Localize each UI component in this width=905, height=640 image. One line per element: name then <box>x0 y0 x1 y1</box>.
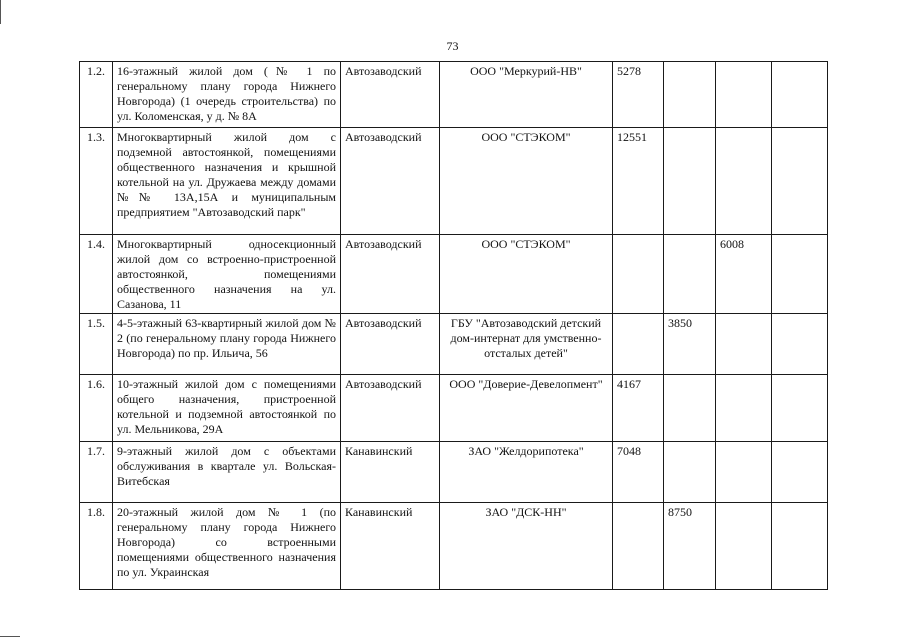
value-cell-2 <box>664 62 716 128</box>
value-cell-2 <box>664 442 716 503</box>
district: Автозаводский <box>341 375 440 442</box>
row-number: 1.2. <box>80 62 113 128</box>
table-row <box>80 62 828 128</box>
value-cell-3 <box>716 503 772 590</box>
row-number: 1.5. <box>80 314 113 375</box>
value-cell-2: 3850 <box>664 314 716 375</box>
value-cell-1: 5278 <box>613 62 664 128</box>
district: Автозаводский <box>341 128 440 235</box>
value-cell-3 <box>716 62 772 128</box>
value-cell-2 <box>664 128 716 235</box>
developer: ООО "Меркурий-НВ" <box>440 62 613 128</box>
district: Канавинский <box>341 503 440 590</box>
object-description: 16-этажный жилой дом (№ 1 по генеральному плану города Нижнего Новгорода) (1 очередь строительства) по ул. Коломенская, у д. № 8А <box>113 62 341 128</box>
value-cell-3 <box>716 314 772 375</box>
page-number: 73 <box>446 39 459 53</box>
developer: ООО "Доверие-Девелопмент" <box>440 375 613 442</box>
object-description: Многоквартирный односекционный жилой дом со встроенно-пристроенной автостоянкой, помещениями общественного назначения на ул. Сазанова, 11 <box>113 235 341 314</box>
district: Автозаводский <box>341 62 440 128</box>
table-row <box>80 503 828 590</box>
row-number: 1.6. <box>80 375 113 442</box>
table-row <box>80 128 828 235</box>
value-cell-4 <box>772 235 828 314</box>
value-cell-1: 4167 <box>613 375 664 442</box>
value-cell-3 <box>716 375 772 442</box>
value-cell-4 <box>772 128 828 235</box>
value-cell-3: 6008 <box>716 235 772 314</box>
left-edge-mark <box>0 0 1 24</box>
value-cell-2 <box>664 375 716 442</box>
value-cell-1 <box>613 235 664 314</box>
construction-objects-table <box>79 61 828 590</box>
table-row <box>80 235 828 314</box>
object-description: 4-5-этажный 63-квартирный жилой дом № 2 (по генеральному плану города Нижнего Новгорода) по пр. Ильича, 56 <box>113 314 341 375</box>
value-cell-2: 8750 <box>664 503 716 590</box>
object-description: 10-этажный жилой дом с помещениями общего назначения, пристроенной котельной и подземной автостоянкой по ул. Мельникова, 29А <box>113 375 341 442</box>
value-cell-4 <box>772 314 828 375</box>
object-description: Многоквартирный жилой дом с подземной автостоянкой, помещениями общественного назначения и крышной котельной на ул. Дружаева между домами №№ 13А,15А и муниципальным предприятием "Автозаводский парк" <box>113 128 341 235</box>
value-cell-1 <box>613 503 664 590</box>
developer: ЗАО "Желдорипотека" <box>440 442 613 503</box>
district: Канавинский <box>341 442 440 503</box>
developer: ООО "СТЭКОМ" <box>440 128 613 235</box>
value-cell-4 <box>772 62 828 128</box>
bottom-edge-mark <box>0 636 20 637</box>
row-number: 1.4. <box>80 235 113 314</box>
district: Автозаводский <box>341 235 440 314</box>
row-number: 1.8. <box>80 503 113 590</box>
developer: ЗАО "ДСК-НН" <box>440 503 613 590</box>
value-cell-2 <box>664 235 716 314</box>
value-cell-4 <box>772 442 828 503</box>
table-row <box>80 375 828 442</box>
value-cell-1: 12551 <box>613 128 664 235</box>
table-row <box>80 314 828 375</box>
object-description: 20-этажный жилой дом № 1 (по генеральному плану города Нижнего Новгорода) со встроенными помещениями общественного назначения по ул. Украинская <box>113 503 341 590</box>
value-cell-3 <box>716 442 772 503</box>
developer: ГБУ "Автозаводский детский дом-интернат для умственно-отсталых детей" <box>440 314 613 375</box>
developer: ООО "СТЭКОМ" <box>440 235 613 314</box>
value-cell-3 <box>716 128 772 235</box>
district: Автозаводский <box>341 314 440 375</box>
row-number: 1.3. <box>80 128 113 235</box>
value-cell-4 <box>772 503 828 590</box>
row-number: 1.7. <box>80 442 113 503</box>
table-row <box>80 442 828 503</box>
value-cell-1: 7048 <box>613 442 664 503</box>
value-cell-4 <box>772 375 828 442</box>
object-description: 9-этажный жилой дом с объектами обслуживания в квартале ул. Вольская-Витебская <box>113 442 341 503</box>
value-cell-1 <box>613 314 664 375</box>
